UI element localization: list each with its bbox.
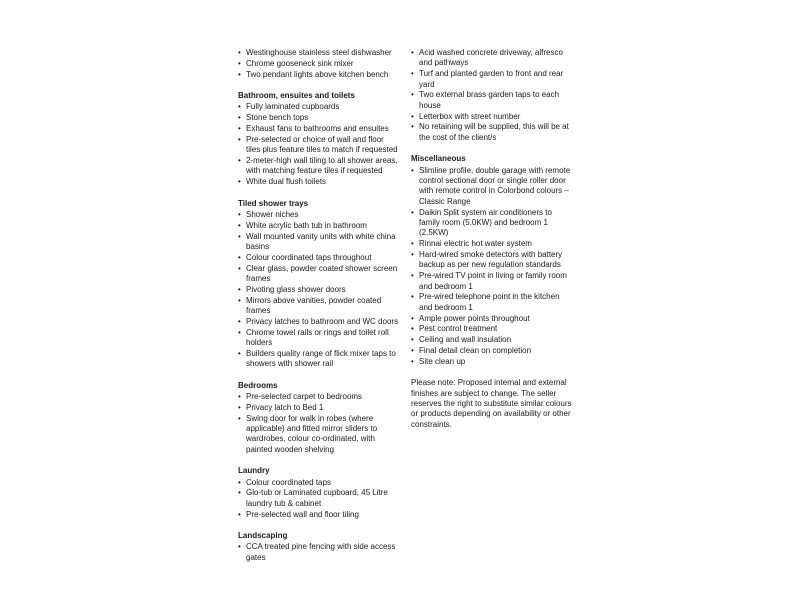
bullet-list [238,210,400,370]
section-laundry [238,466,400,520]
list-item: • Rinnai electric hot water system [411,239,573,249]
list-item: • White acrylic bath tub in bathroom [238,221,400,231]
list-item: • Ample power points throughout [411,314,573,324]
list-item: • Colour coordinated taps throughout [238,253,400,263]
section-continued [238,48,400,80]
bullet-list [238,102,400,187]
list-item: • Privacy latch to Bed 1 [238,403,400,413]
section-heading: Landscaping [238,531,288,541]
list-item: • Chrome towel rails or rings and toilet roll holders [238,328,400,349]
section-tiled-shower-trays [238,199,400,370]
list-item: • Fully laminated cupboards [238,102,400,112]
list-item: • Colour coordinated taps [238,478,400,488]
list-item: • Ceiling and wall insulation [411,335,573,345]
section-bathroom-ensuites-and-toilets [238,91,400,188]
bullet-list [238,542,400,563]
section-landscaping [238,531,400,563]
list-item: • Slimline profile, double garage with remote control sectional door or single roller door with remote control in Colorbond colours – Classic Range [411,166,573,208]
section-heading: Bedrooms [238,380,278,390]
right-sections [411,48,573,367]
list-item: • Builders quality range of flick mixer taps to showers with shower rail [238,349,400,370]
bullet-list [411,48,573,143]
list-item: • Two external brass garden taps to each house [411,90,573,111]
list-item: • Shower niches [238,210,400,220]
left-column [238,48,400,574]
section-heading: Miscellaneous [411,154,466,164]
section-continued [411,48,573,143]
list-item: • Pest control treatment [411,324,573,334]
section-heading: Tiled shower trays [238,198,309,208]
section-bedrooms [238,381,400,456]
list-item: • Privacy latches to bathroom and WC doors [238,317,400,327]
list-item: • Pre-selected wall and floor tiling [238,510,400,520]
bullet-list [411,166,573,368]
list-item: • Westinghouse stainless steel dishwasher [238,48,400,58]
list-item: • Turf and planted garden to front and rear yard [411,69,573,90]
list-item: • Pre-wired telephone point in the kitchen and bedroom 1 [411,292,573,313]
disclaimer-note: Please note: Proposed internal and external finishes are subject to change. The seller reserves the right to substitute similar colours or products depending on availability or other constraints. [411,378,572,429]
bullet-list [238,392,400,455]
list-item: • Chrome gooseneck sink mixer [238,59,400,69]
section-heading: Bathroom, ensuites and toilets [238,91,355,100]
list-item: • Swing door for walk in robes (where applicable) and fitted mirror sliders to wardrobes, colour co-ordinated, with painted wooden shelving [238,414,400,456]
list-item: • Site clean up [411,357,573,367]
list-item: • Acid washed concrete driveway, alfresco and pathways [411,48,573,69]
section-heading: Laundry [238,466,270,476]
list-item: • Exhaust fans to bathrooms and ensuites [238,124,400,134]
list-item: • Pre-selected carpet to bedrooms [238,392,400,402]
list-item: • Pivoting glass shower doors [238,285,400,295]
list-item: • Stone bench tops [238,113,400,123]
list-item: • Hard-wired smoke detectors with battery backup as per new regulation standards [411,250,573,271]
list-item: • Glo-tub or Laminated cupboard, 45 Litre laundry tub & cabinet [238,488,400,509]
list-item: • Mirrors above vanities, powder coated frames [238,296,400,317]
section-miscellaneous [411,154,573,367]
right-column [411,48,573,430]
list-item: • Pre-selected or choice of wall and floor tiles plus feature tiles to match if requested [238,135,400,156]
list-item: • 2-meter-high wall tiling to all shower areas, with matching feature tiles if requested [238,156,400,177]
list-item: • No retaining will be supplied, this will be at the cost of the client/s [411,122,573,143]
list-item: • Pre-wired TV point in living or family room and bedroom 1 [411,271,573,292]
list-item: • CCA treated pine fencing with side access gates [238,542,400,563]
list-item: • Two pendant lights above kitchen bench [238,70,400,80]
list-item: • Letterbox with street number [411,112,573,122]
list-item: • Daikin Split system air conditioners to family room (5.0KW) and bedroom 1 (2.5KW) [411,208,573,239]
list-item: • White dual flush toilets [238,177,400,187]
list-item: • Final detail clean on completion [411,346,573,356]
bullet-list [238,48,400,80]
list-item: • Clear glass, powder coated shower screen frames [238,264,400,285]
list-item: • Wall mounted vanity units with white china basins [238,232,400,253]
bullet-list [238,478,400,520]
